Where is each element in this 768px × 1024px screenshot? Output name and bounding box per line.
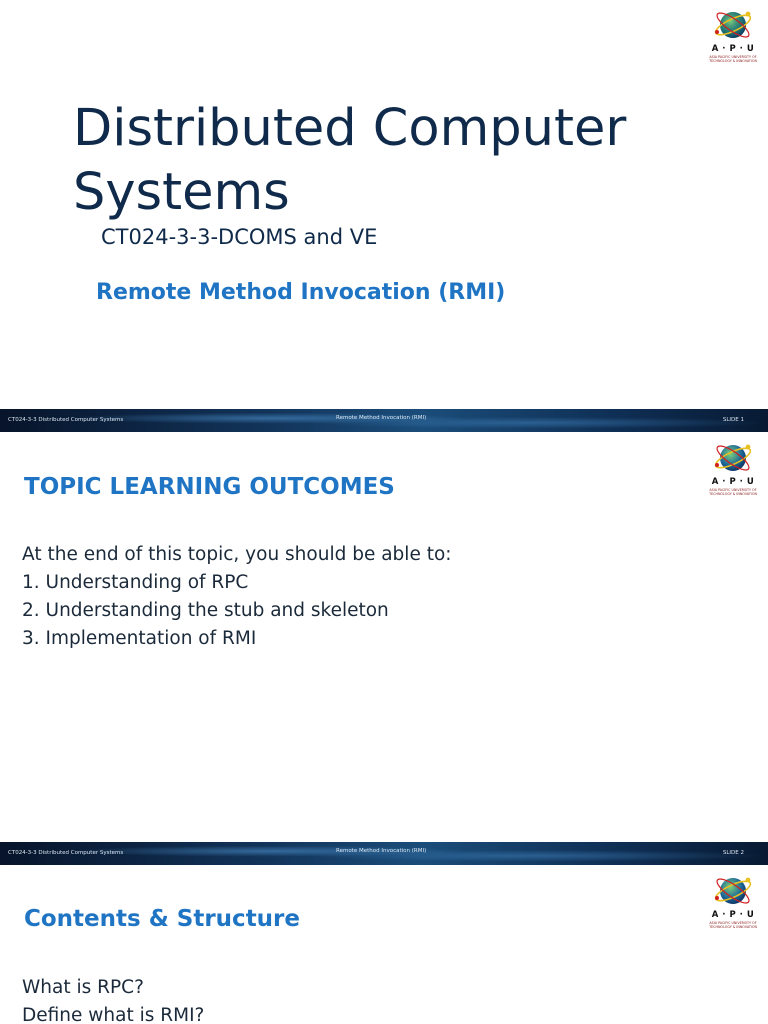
logo-letters: A · P · U <box>711 477 755 487</box>
title-line-2: Systems <box>73 163 290 222</box>
apu-logo <box>704 870 762 934</box>
slide-footer <box>0 842 768 865</box>
globe-icon <box>704 437 762 479</box>
logo-tagline: ASIA PACIFIC UNIVERSITY OF TECHNOLOGY & INNOVATION <box>709 921 757 929</box>
list-item: 3. Implementation of RMI <box>22 628 257 649</box>
slide-heading: TOPIC LEARNING OUTCOMES <box>24 474 395 500</box>
globe-icon <box>704 870 762 912</box>
footer-course: CT024-3-3 Distributed Computer Systems <box>8 417 124 423</box>
presentation-title <box>73 97 626 225</box>
slide-footer <box>0 409 768 432</box>
list-item: 1. Understanding of RPC <box>22 572 249 593</box>
list-item: Define what is RMI? <box>22 1005 205 1024</box>
slide-1 <box>0 0 768 432</box>
topic-title: Remote Method Invocation (RMI) <box>96 280 506 305</box>
list-item: 2. Understanding the stub and skeleton <box>22 600 389 621</box>
slide-3 <box>0 866 768 1024</box>
apu-logo <box>704 437 762 501</box>
list-item: At the end of this topic, you should be able to: <box>22 544 452 565</box>
logo-letters: A · P · U <box>711 44 755 54</box>
apu-logo <box>704 4 762 68</box>
footer-slide-number: SLIDE 1 <box>722 417 744 423</box>
course-code: CT024-3-3-DCOMS and VE <box>101 225 378 249</box>
slide-2 <box>0 433 768 866</box>
footer-topic: Remote Method Invocation (RMI) <box>336 415 427 421</box>
list-item: What is RPC? <box>22 977 144 998</box>
globe-icon <box>704 4 762 46</box>
outcomes-list <box>22 541 452 653</box>
contents-list <box>22 974 204 1024</box>
footer-course: CT024-3-3 Distributed Computer Systems <box>8 850 124 856</box>
logo-letters: A · P · U <box>711 910 755 920</box>
footer-slide-number: SLIDE 2 <box>722 850 744 856</box>
title-line-1: Distributed Computer <box>73 99 627 158</box>
logo-tagline: ASIA PACIFIC UNIVERSITY OF TECHNOLOGY & INNOVATION <box>709 488 757 496</box>
logo-tagline: ASIA PACIFIC UNIVERSITY OF TECHNOLOGY & INNOVATION <box>709 55 757 63</box>
footer-topic: Remote Method Invocation (RMI) <box>336 848 427 854</box>
slide-heading: Contents & Structure <box>24 906 300 932</box>
